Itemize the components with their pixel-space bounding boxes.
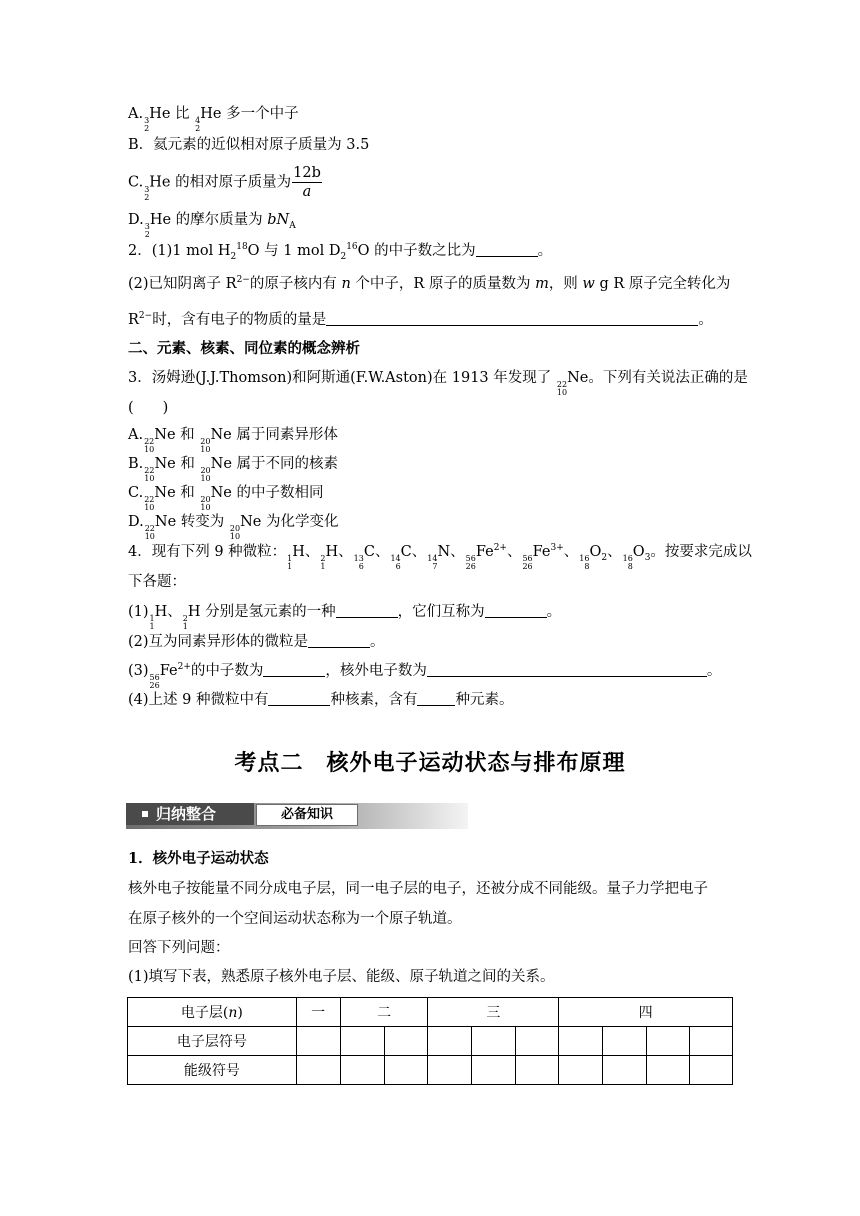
table-cell[interactable] bbox=[516, 1027, 559, 1056]
option-d: D. 3 2 He 的摩尔质量为 $bN_A$ bbox=[128, 212, 296, 239]
question-3-option-d: D. 22 10 Ne 转变为 20 10 Ne 为化学变化 bbox=[128, 514, 339, 541]
section-title: 考点二 核外电子运动状态与排布原理 bbox=[234, 751, 626, 776]
question-4-part-2: (2)互为同素异形体的微粒是 。 bbox=[128, 634, 385, 650]
question-2-part-2: (2)已知阴离子 $R^{2-}$的原子核内有 n 个中子，R 原子的质量数为 m，则 w g R 原子完全转化为 bbox=[128, 275, 731, 292]
section-heading: 二、元素、核素、同位素的概念辨析 bbox=[128, 340, 360, 357]
table-row bbox=[128, 998, 733, 1027]
table-cell[interactable] bbox=[428, 1056, 472, 1085]
question-2-part-1: 2．(1)1 mol $H_2^{18}O$ 与 1 mol $D_2^{16}O$ 的中子数之比为 。 bbox=[128, 242, 553, 262]
table-cell[interactable] bbox=[690, 1027, 733, 1056]
question-3-option-c: C. 22 10 Ne 和 20 10 Ne 的中子数相同 bbox=[128, 485, 324, 512]
option-a: A. 3 2 He 比 4 2 He 多一个中子 bbox=[128, 106, 299, 133]
table-cell[interactable] bbox=[603, 1056, 647, 1085]
prompt-text: 回答下列问题： bbox=[128, 940, 230, 956]
answer-blank[interactable] bbox=[326, 311, 698, 326]
table-row bbox=[128, 1056, 733, 1085]
shell-cell: 二 bbox=[340, 998, 428, 1027]
table-cell[interactable] bbox=[647, 1056, 690, 1085]
table-cell[interactable] bbox=[647, 1027, 690, 1056]
shell-cell: 三 bbox=[428, 998, 559, 1027]
table-cell[interactable] bbox=[384, 1027, 428, 1056]
banner-right: 必备知识 bbox=[256, 804, 358, 826]
row-label: 能级符号 bbox=[128, 1056, 297, 1085]
question-3-option-a: A. 22 10 Ne 和 20 10 Ne 属于同素异形体 bbox=[128, 427, 338, 454]
task-text: (1)填写下表，熟悉原子核外电子层、能级、原子轨道之间的关系。 bbox=[128, 969, 555, 985]
table-cell[interactable] bbox=[384, 1056, 428, 1085]
table-cell[interactable] bbox=[340, 1056, 384, 1085]
table-cell[interactable] bbox=[472, 1027, 516, 1056]
subheading: 1．核外电子运动状态 bbox=[128, 850, 269, 867]
question-4-part-1: (1) 1 1 H、 2 1 H 分别是氢元素的一种 ，它们互称为 。 bbox=[128, 604, 562, 631]
question-4-stem-cont: 下各题： bbox=[128, 574, 186, 590]
paragraph-line: 在原子核外的一个空间运动状态称为一个原子轨道。 bbox=[128, 911, 462, 927]
answer-blank[interactable] bbox=[308, 633, 370, 648]
section-banner bbox=[126, 803, 468, 829]
option-b: B．氦元素的近似相对原子质量为 3.5 bbox=[128, 137, 370, 153]
table-cell[interactable] bbox=[690, 1056, 733, 1085]
shell-cell: 四 bbox=[559, 998, 733, 1027]
answer-blank[interactable] bbox=[427, 662, 707, 677]
table-row bbox=[128, 1027, 733, 1056]
table-cell[interactable] bbox=[340, 1027, 384, 1056]
question-4-part-4: (4)上述 9 种微粒中有 种核素，含有 种元素。 bbox=[128, 692, 514, 708]
table-cell[interactable] bbox=[603, 1027, 647, 1056]
table-cell[interactable] bbox=[296, 1056, 340, 1085]
table-cell[interactable] bbox=[559, 1056, 603, 1085]
table-cell[interactable] bbox=[428, 1027, 472, 1056]
table-cell[interactable] bbox=[559, 1027, 603, 1056]
table-cell[interactable] bbox=[472, 1056, 516, 1085]
question-4-part-3: (3) 56 26 $Fe^{2+}$的中子数为 ，核外电子数为 。 bbox=[128, 662, 722, 690]
row-label: 电子层符号 bbox=[128, 1027, 297, 1056]
answer-blank[interactable] bbox=[263, 662, 325, 677]
answer-blank[interactable] bbox=[336, 603, 398, 618]
table-cell[interactable] bbox=[296, 1027, 340, 1056]
paragraph-line: 核外电子按能量不同分成电子层，同一电子层的电子，还被分成不同能级。量子力学把电子 bbox=[128, 881, 708, 897]
shell-table bbox=[127, 997, 733, 1085]
question-3-paren: ( ) bbox=[128, 400, 169, 416]
fraction: $\frac{12b}{a}$ bbox=[293, 165, 321, 200]
answer-blank[interactable] bbox=[476, 242, 538, 257]
answer-blank[interactable] bbox=[417, 691, 455, 706]
question-3-stem: 3．汤姆逊(J.J.Thomson)和阿斯通(F.W.Aston)在 1913 年发现了 22 10 Ne。下列有关说法正确的是 bbox=[128, 370, 748, 397]
shell-cell: 一 bbox=[296, 998, 340, 1027]
answer-blank[interactable] bbox=[485, 603, 547, 618]
question-2-part-2-cont: $R^{2-}$时，含有电子的物质的量是 。 bbox=[128, 311, 713, 328]
question-3-option-b: B. 22 10 Ne 和 20 10 Ne 属于不同的核素 bbox=[128, 456, 339, 483]
table-cell[interactable] bbox=[516, 1056, 559, 1085]
answer-blank[interactable] bbox=[268, 691, 330, 706]
option-c: C. 3 2 He 的相对原子质量为 $\frac{12b}{a}$ bbox=[128, 165, 321, 202]
question-4-stem: 4．现有下列 9 种微粒： 1 1 H、 2 1 H、 13 6 C、 14 6 C、 14 7 N、 56 26 $Fe^{2+}$、 56 26 $Fe^{3+}$、 16 8 $O_2$、 16 8 $O_3$。按要求完成以 bbox=[128, 543, 752, 571]
banner-left: 归纳整合 bbox=[126, 803, 254, 825]
row-label: 电子层(n) bbox=[128, 998, 297, 1027]
square-bullet-icon bbox=[142, 811, 148, 817]
